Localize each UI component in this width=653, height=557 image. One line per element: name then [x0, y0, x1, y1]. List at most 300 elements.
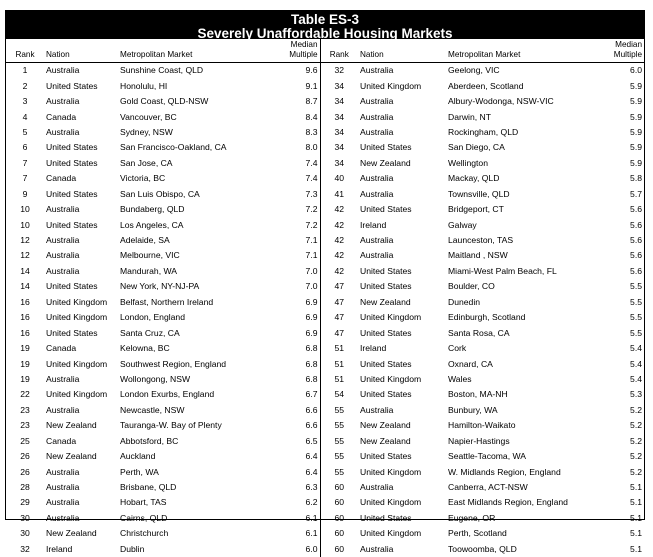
rank-cell: 47: [320, 310, 358, 325]
table-body: [6, 63, 644, 557]
market-cell: Southwest Region, England: [118, 356, 256, 371]
median-multiple-cell: 5.2: [592, 403, 644, 418]
nation-cell: Ireland: [44, 542, 118, 557]
rank-cell: 55: [320, 403, 358, 418]
nation-cell: Australia: [358, 109, 446, 124]
nation-cell: Australia: [44, 464, 118, 479]
median-multiple-cell: 6.8: [256, 341, 320, 356]
median-multiple-cell: 8.0: [256, 140, 320, 155]
table-row: [6, 480, 644, 495]
rank-cell: 55: [320, 418, 358, 433]
nation-cell: New Zealand: [358, 418, 446, 433]
table-row: [6, 495, 644, 510]
rank-cell: 51: [320, 356, 358, 371]
table-row: [6, 233, 644, 248]
table-row: [6, 78, 644, 93]
median-multiple-cell: 5.4: [592, 372, 644, 387]
rank-cell: 19: [6, 341, 44, 356]
median-multiple-cell: 5.2: [592, 464, 644, 479]
nation-cell: United Kingdom: [358, 464, 446, 479]
market-cell: Kelowna, BC: [118, 341, 256, 356]
market-header: Metropolitan Market: [118, 39, 256, 63]
market-cell: Maitland , NSW: [446, 248, 592, 263]
rank-cell: 3: [6, 94, 44, 109]
rank-cell: 55: [320, 449, 358, 464]
market-cell: W. Midlands Region, England: [446, 464, 592, 479]
median-multiple-cell: 7.0: [256, 264, 320, 279]
median-multiple-cell: 5.9: [592, 78, 644, 93]
nation-cell: Australia: [358, 171, 446, 186]
nation-cell: United States: [358, 356, 446, 371]
table-row: [6, 217, 644, 232]
market-cell: Bridgeport, CT: [446, 202, 592, 217]
market-cell: New York, NY-NJ-PA: [118, 279, 256, 294]
rank-cell: 19: [6, 356, 44, 371]
median-multiple-cell: 5.2: [592, 418, 644, 433]
nation-cell: Australia: [44, 202, 118, 217]
market-cell: Boston, MA-NH: [446, 387, 592, 402]
rank-cell: 60: [320, 495, 358, 510]
market-cell: Oxnard, CA: [446, 356, 592, 371]
market-cell: Cairns, QLD: [118, 511, 256, 526]
table-row: [6, 156, 644, 171]
rank-cell: 42: [320, 233, 358, 248]
nation-cell: United States: [44, 325, 118, 340]
market-cell: Tauranga-W. Bay of Plenty: [118, 418, 256, 433]
table-row: [6, 279, 644, 294]
median-multiple-cell: 5.5: [592, 310, 644, 325]
market-cell: Cork: [446, 341, 592, 356]
rank-cell: 51: [320, 372, 358, 387]
nation-cell: United States: [358, 140, 446, 155]
market-cell: Adelaide, SA: [118, 233, 256, 248]
nation-cell: United States: [358, 387, 446, 402]
rank-cell: 54: [320, 387, 358, 402]
market-cell: San Francisco-Oakland, CA: [118, 140, 256, 155]
rank-header: Rank: [320, 39, 358, 63]
nation-cell: United States: [44, 279, 118, 294]
table-row: [6, 94, 644, 109]
market-cell: Rockingham, QLD: [446, 125, 592, 140]
median-multiple-cell: 5.1: [592, 526, 644, 541]
median-multiple-cell: 6.6: [256, 403, 320, 418]
nation-cell: United Kingdom: [44, 310, 118, 325]
rank-cell: 60: [320, 511, 358, 526]
table-row: [6, 464, 644, 479]
median-multiple-cell: 7.3: [256, 187, 320, 202]
nation-cell: New Zealand: [44, 418, 118, 433]
nation-cell: Australia: [44, 248, 118, 263]
median-multiple-cell: 6.0: [256, 542, 320, 557]
nation-header: Nation: [358, 39, 446, 63]
table-row: [6, 171, 644, 186]
median-multiple-cell: 7.0: [256, 279, 320, 294]
market-cell: Perth, Scotland: [446, 526, 592, 541]
rank-cell: 40: [320, 171, 358, 186]
median-multiple-cell: 5.2: [592, 449, 644, 464]
market-cell: London, England: [118, 310, 256, 325]
nation-cell: Australia: [44, 495, 118, 510]
nation-cell: Australia: [44, 264, 118, 279]
rank-cell: 51: [320, 341, 358, 356]
column-header-row: [6, 39, 644, 63]
median-multiple-cell: 5.9: [592, 140, 644, 155]
rank-cell: 1: [6, 63, 44, 79]
median-multiple-cell: 5.5: [592, 279, 644, 294]
rank-cell: 30: [6, 526, 44, 541]
market-cell: Mackay, QLD: [446, 171, 592, 186]
nation-cell: United States: [44, 187, 118, 202]
table-row: [6, 341, 644, 356]
rank-cell: 7: [6, 156, 44, 171]
market-cell: Gold Coast, QLD-NSW: [118, 94, 256, 109]
median-multiple-cell: 6.4: [256, 464, 320, 479]
median-multiple-cell: 8.7: [256, 94, 320, 109]
nation-cell: Australia: [44, 63, 118, 79]
nation-cell: Australia: [358, 94, 446, 109]
median-multiple-cell: 5.1: [592, 495, 644, 510]
nation-cell: United Kingdom: [358, 526, 446, 541]
market-cell: Bunbury, WA: [446, 403, 592, 418]
median-multiple-cell: 9.1: [256, 78, 320, 93]
table-row: [6, 310, 644, 325]
table-row: [6, 264, 644, 279]
market-cell: Christchurch: [118, 526, 256, 541]
market-cell: Brisbane, QLD: [118, 480, 256, 495]
nation-cell: Australia: [358, 125, 446, 140]
market-cell: Santa Rosa, CA: [446, 325, 592, 340]
median-multiple-cell: 7.1: [256, 233, 320, 248]
market-cell: Honolulu, HI: [118, 78, 256, 93]
market-cell: Belfast, Northern Ireland: [118, 295, 256, 310]
rank-cell: 16: [6, 325, 44, 340]
nation-cell: New Zealand: [44, 449, 118, 464]
market-cell: Albury-Wodonga, NSW-VIC: [446, 94, 592, 109]
market-cell: Boulder, CO: [446, 279, 592, 294]
rank-cell: 10: [6, 217, 44, 232]
market-cell: Los Angeles, CA: [118, 217, 256, 232]
nation-cell: New Zealand: [358, 156, 446, 171]
nation-cell: Ireland: [358, 217, 446, 232]
nation-cell: New Zealand: [358, 295, 446, 310]
median-multiple-cell: 6.9: [256, 295, 320, 310]
market-cell: Auckland: [118, 449, 256, 464]
table-row: [6, 202, 644, 217]
market-cell: Mandurah, WA: [118, 264, 256, 279]
nation-cell: United Kingdom: [358, 495, 446, 510]
market-cell: San Luis Obispo, CA: [118, 187, 256, 202]
median-multiple-cell: 7.4: [256, 156, 320, 171]
nation-cell: Australia: [44, 233, 118, 248]
median-multiple-cell: 5.6: [592, 264, 644, 279]
table-row: [6, 187, 644, 202]
table-row: [6, 387, 644, 402]
market-cell: Dunedin: [446, 295, 592, 310]
rank-cell: 42: [320, 248, 358, 263]
median-multiple-cell: 6.6: [256, 418, 320, 433]
median-multiple-cell: 6.2: [256, 495, 320, 510]
market-cell: Hobart, TAS: [118, 495, 256, 510]
market-cell: Dublin: [118, 542, 256, 557]
table-row: [6, 418, 644, 433]
rank-cell: 23: [6, 418, 44, 433]
table-row: [6, 325, 644, 340]
rank-cell: 29: [6, 495, 44, 510]
median-multiple-cell: 5.6: [592, 233, 644, 248]
median-multiple-cell: 9.6: [256, 63, 320, 79]
rank-cell: 26: [6, 449, 44, 464]
nation-cell: Australia: [44, 125, 118, 140]
table-row: [6, 434, 644, 449]
median-multiple-cell: 6.1: [256, 526, 320, 541]
table-header: [6, 11, 644, 39]
market-cell: Vancouver, BC: [118, 109, 256, 124]
rank-cell: 2: [6, 78, 44, 93]
market-cell: Hamilton-Waikato: [446, 418, 592, 433]
rank-cell: 14: [6, 279, 44, 294]
market-header: Metropolitan Market: [446, 39, 592, 63]
nation-cell: United States: [358, 325, 446, 340]
median-multiple-cell: 5.8: [592, 171, 644, 186]
median-multiple-cell: 5.2: [592, 434, 644, 449]
median-multiple-cell: 7.2: [256, 202, 320, 217]
market-cell: San Diego, CA: [446, 140, 592, 155]
median-multiple-cell: 7.2: [256, 217, 320, 232]
nation-cell: Australia: [358, 233, 446, 248]
median-multiple-cell: 8.4: [256, 109, 320, 124]
nation-cell: United States: [44, 78, 118, 93]
table-row: [6, 63, 644, 79]
rank-cell: 60: [320, 526, 358, 541]
median-multiple-cell: 5.6: [592, 217, 644, 232]
market-cell: Toowoomba, QLD: [446, 542, 592, 557]
median-multiple-cell: 5.9: [592, 109, 644, 124]
nation-cell: United Kingdom: [358, 78, 446, 93]
table-row: [6, 449, 644, 464]
market-cell: Perth, WA: [118, 464, 256, 479]
rank-cell: 34: [320, 109, 358, 124]
median-multiple-cell: 6.9: [256, 325, 320, 340]
market-cell: Bundaberg, QLD: [118, 202, 256, 217]
median-multiple-cell: 5.6: [592, 248, 644, 263]
table-title: Table ES-3: [6, 13, 644, 27]
housing-table-frame: [5, 10, 645, 520]
rank-cell: 34: [320, 156, 358, 171]
rank-cell: 42: [320, 264, 358, 279]
nation-cell: Australia: [44, 372, 118, 387]
table-row: [6, 125, 644, 140]
rank-cell: 34: [320, 140, 358, 155]
median-multiple-cell: 5.5: [592, 295, 644, 310]
rank-cell: 60: [320, 480, 358, 495]
nation-cell: Australia: [44, 511, 118, 526]
nation-cell: United States: [358, 449, 446, 464]
rank-cell: 7: [6, 171, 44, 186]
table-row: [6, 542, 644, 557]
nation-cell: Canada: [44, 171, 118, 186]
median-multiple-cell: 5.6: [592, 202, 644, 217]
rank-cell: 12: [6, 233, 44, 248]
table-row: [6, 109, 644, 124]
market-cell: Seattle-Tacoma, WA: [446, 449, 592, 464]
market-cell: Melbourne, VIC: [118, 248, 256, 263]
median-multiple-cell: 5.1: [592, 511, 644, 526]
nation-cell: Canada: [44, 434, 118, 449]
rank-cell: 12: [6, 248, 44, 263]
nation-cell: United States: [358, 264, 446, 279]
market-cell: East Midlands Region, England: [446, 495, 592, 510]
market-cell: Miami-West Palm Beach, FL: [446, 264, 592, 279]
rank-cell: 10: [6, 202, 44, 217]
market-cell: Newcastle, NSW: [118, 403, 256, 418]
table-row: [6, 295, 644, 310]
market-cell: Eugene, OR: [446, 511, 592, 526]
rank-cell: 4: [6, 109, 44, 124]
rank-cell: 16: [6, 295, 44, 310]
nation-cell: United States: [358, 202, 446, 217]
market-cell: Wellington: [446, 156, 592, 171]
nation-cell: Canada: [44, 109, 118, 124]
rank-cell: 19: [6, 372, 44, 387]
nation-cell: United Kingdom: [44, 387, 118, 402]
rank-cell: 16: [6, 310, 44, 325]
median-multiple-cell: 6.9: [256, 310, 320, 325]
rank-cell: 5: [6, 125, 44, 140]
rank-cell: 22: [6, 387, 44, 402]
rank-cell: 34: [320, 125, 358, 140]
median-multiple-cell: 5.3: [592, 387, 644, 402]
nation-cell: United States: [44, 217, 118, 232]
nation-cell: United Kingdom: [358, 372, 446, 387]
table-subtitle: Severely Unaffordable Housing Markets: [6, 27, 644, 41]
market-cell: Aberdeen, Scotland: [446, 78, 592, 93]
nation-cell: United Kingdom: [44, 356, 118, 371]
rank-cell: 26: [6, 464, 44, 479]
market-cell: Sydney, NSW: [118, 125, 256, 140]
nation-cell: Australia: [44, 94, 118, 109]
nation-cell: Australia: [358, 63, 446, 79]
nation-cell: Australia: [358, 248, 446, 263]
median-multiple-cell: 6.8: [256, 356, 320, 371]
median-multiple-cell: 8.3: [256, 125, 320, 140]
rank-cell: 9: [6, 187, 44, 202]
market-cell: Edinburgh, Scotland: [446, 310, 592, 325]
rank-cell: 55: [320, 434, 358, 449]
table-row: [6, 511, 644, 526]
nation-cell: New Zealand: [358, 434, 446, 449]
rank-cell: 60: [320, 542, 358, 557]
median-multiple-cell: 5.1: [592, 542, 644, 557]
rank-header: Rank: [6, 39, 44, 63]
median-multiple-cell: 6.4: [256, 449, 320, 464]
median-multiple-cell: 7.4: [256, 171, 320, 186]
rank-cell: 47: [320, 279, 358, 294]
rank-cell: 55: [320, 464, 358, 479]
rank-cell: 41: [320, 187, 358, 202]
nation-cell: United Kingdom: [44, 295, 118, 310]
market-cell: San Jose, CA: [118, 156, 256, 171]
rank-cell: 28: [6, 480, 44, 495]
market-cell: Galway: [446, 217, 592, 232]
median-multiple-cell: 6.3: [256, 480, 320, 495]
table-row: [6, 248, 644, 263]
market-cell: London Exurbs, England: [118, 387, 256, 402]
rank-cell: 25: [6, 434, 44, 449]
table-row: [6, 356, 644, 371]
market-cell: Geelong, VIC: [446, 63, 592, 79]
rank-cell: 47: [320, 325, 358, 340]
median-multiple-cell: 5.7: [592, 187, 644, 202]
nation-cell: New Zealand: [44, 526, 118, 541]
rank-cell: 14: [6, 264, 44, 279]
median-multiple-cell: 5.9: [592, 125, 644, 140]
nation-cell: Australia: [44, 480, 118, 495]
rank-cell: 42: [320, 202, 358, 217]
nation-cell: Ireland: [358, 341, 446, 356]
rank-cell: 34: [320, 94, 358, 109]
rank-cell: 23: [6, 403, 44, 418]
median-multiple-cell: 6.1: [256, 511, 320, 526]
median-multiple-cell: 6.0: [592, 63, 644, 79]
rank-cell: 34: [320, 78, 358, 93]
market-cell: Santa Cruz, CA: [118, 325, 256, 340]
market-cell: Townsville, QLD: [446, 187, 592, 202]
median-multiple-cell: 7.1: [256, 248, 320, 263]
median-multiple-header: Median Multiple: [592, 39, 644, 63]
nation-cell: Australia: [358, 403, 446, 418]
nation-cell: Australia: [358, 187, 446, 202]
rank-cell: 32: [320, 63, 358, 79]
markets-table: [6, 39, 644, 557]
median-multiple-cell: 5.4: [592, 341, 644, 356]
median-multiple-cell: 5.1: [592, 480, 644, 495]
nation-cell: United Kingdom: [358, 310, 446, 325]
table-row: [6, 403, 644, 418]
rank-cell: 32: [6, 542, 44, 557]
nation-header: Nation: [44, 39, 118, 63]
nation-cell: Australia: [358, 480, 446, 495]
market-cell: Wollongong, NSW: [118, 372, 256, 387]
market-cell: Wales: [446, 372, 592, 387]
rank-cell: 30: [6, 511, 44, 526]
nation-cell: United States: [358, 279, 446, 294]
nation-cell: United States: [358, 511, 446, 526]
market-cell: Darwin, NT: [446, 109, 592, 124]
rank-cell: 47: [320, 295, 358, 310]
median-multiple-cell: 5.5: [592, 325, 644, 340]
market-cell: Victoria, BC: [118, 171, 256, 186]
table-row: [6, 526, 644, 541]
median-multiple-cell: 6.7: [256, 387, 320, 402]
median-multiple-cell: 6.5: [256, 434, 320, 449]
median-multiple-cell: 5.9: [592, 94, 644, 109]
nation-cell: Australia: [44, 403, 118, 418]
median-multiple-cell: 5.4: [592, 356, 644, 371]
median-multiple-header: Median Multiple: [256, 39, 320, 63]
market-cell: Abbotsford, BC: [118, 434, 256, 449]
nation-cell: Australia: [358, 542, 446, 557]
table-row: [6, 140, 644, 155]
rank-cell: 42: [320, 217, 358, 232]
market-cell: Napier-Hastings: [446, 434, 592, 449]
nation-cell: Canada: [44, 341, 118, 356]
median-multiple-cell: 6.8: [256, 372, 320, 387]
nation-cell: United States: [44, 140, 118, 155]
market-cell: Sunshine Coast, QLD: [118, 63, 256, 79]
market-cell: Launceston, TAS: [446, 233, 592, 248]
median-multiple-cell: 5.9: [592, 156, 644, 171]
table-row: [6, 372, 644, 387]
